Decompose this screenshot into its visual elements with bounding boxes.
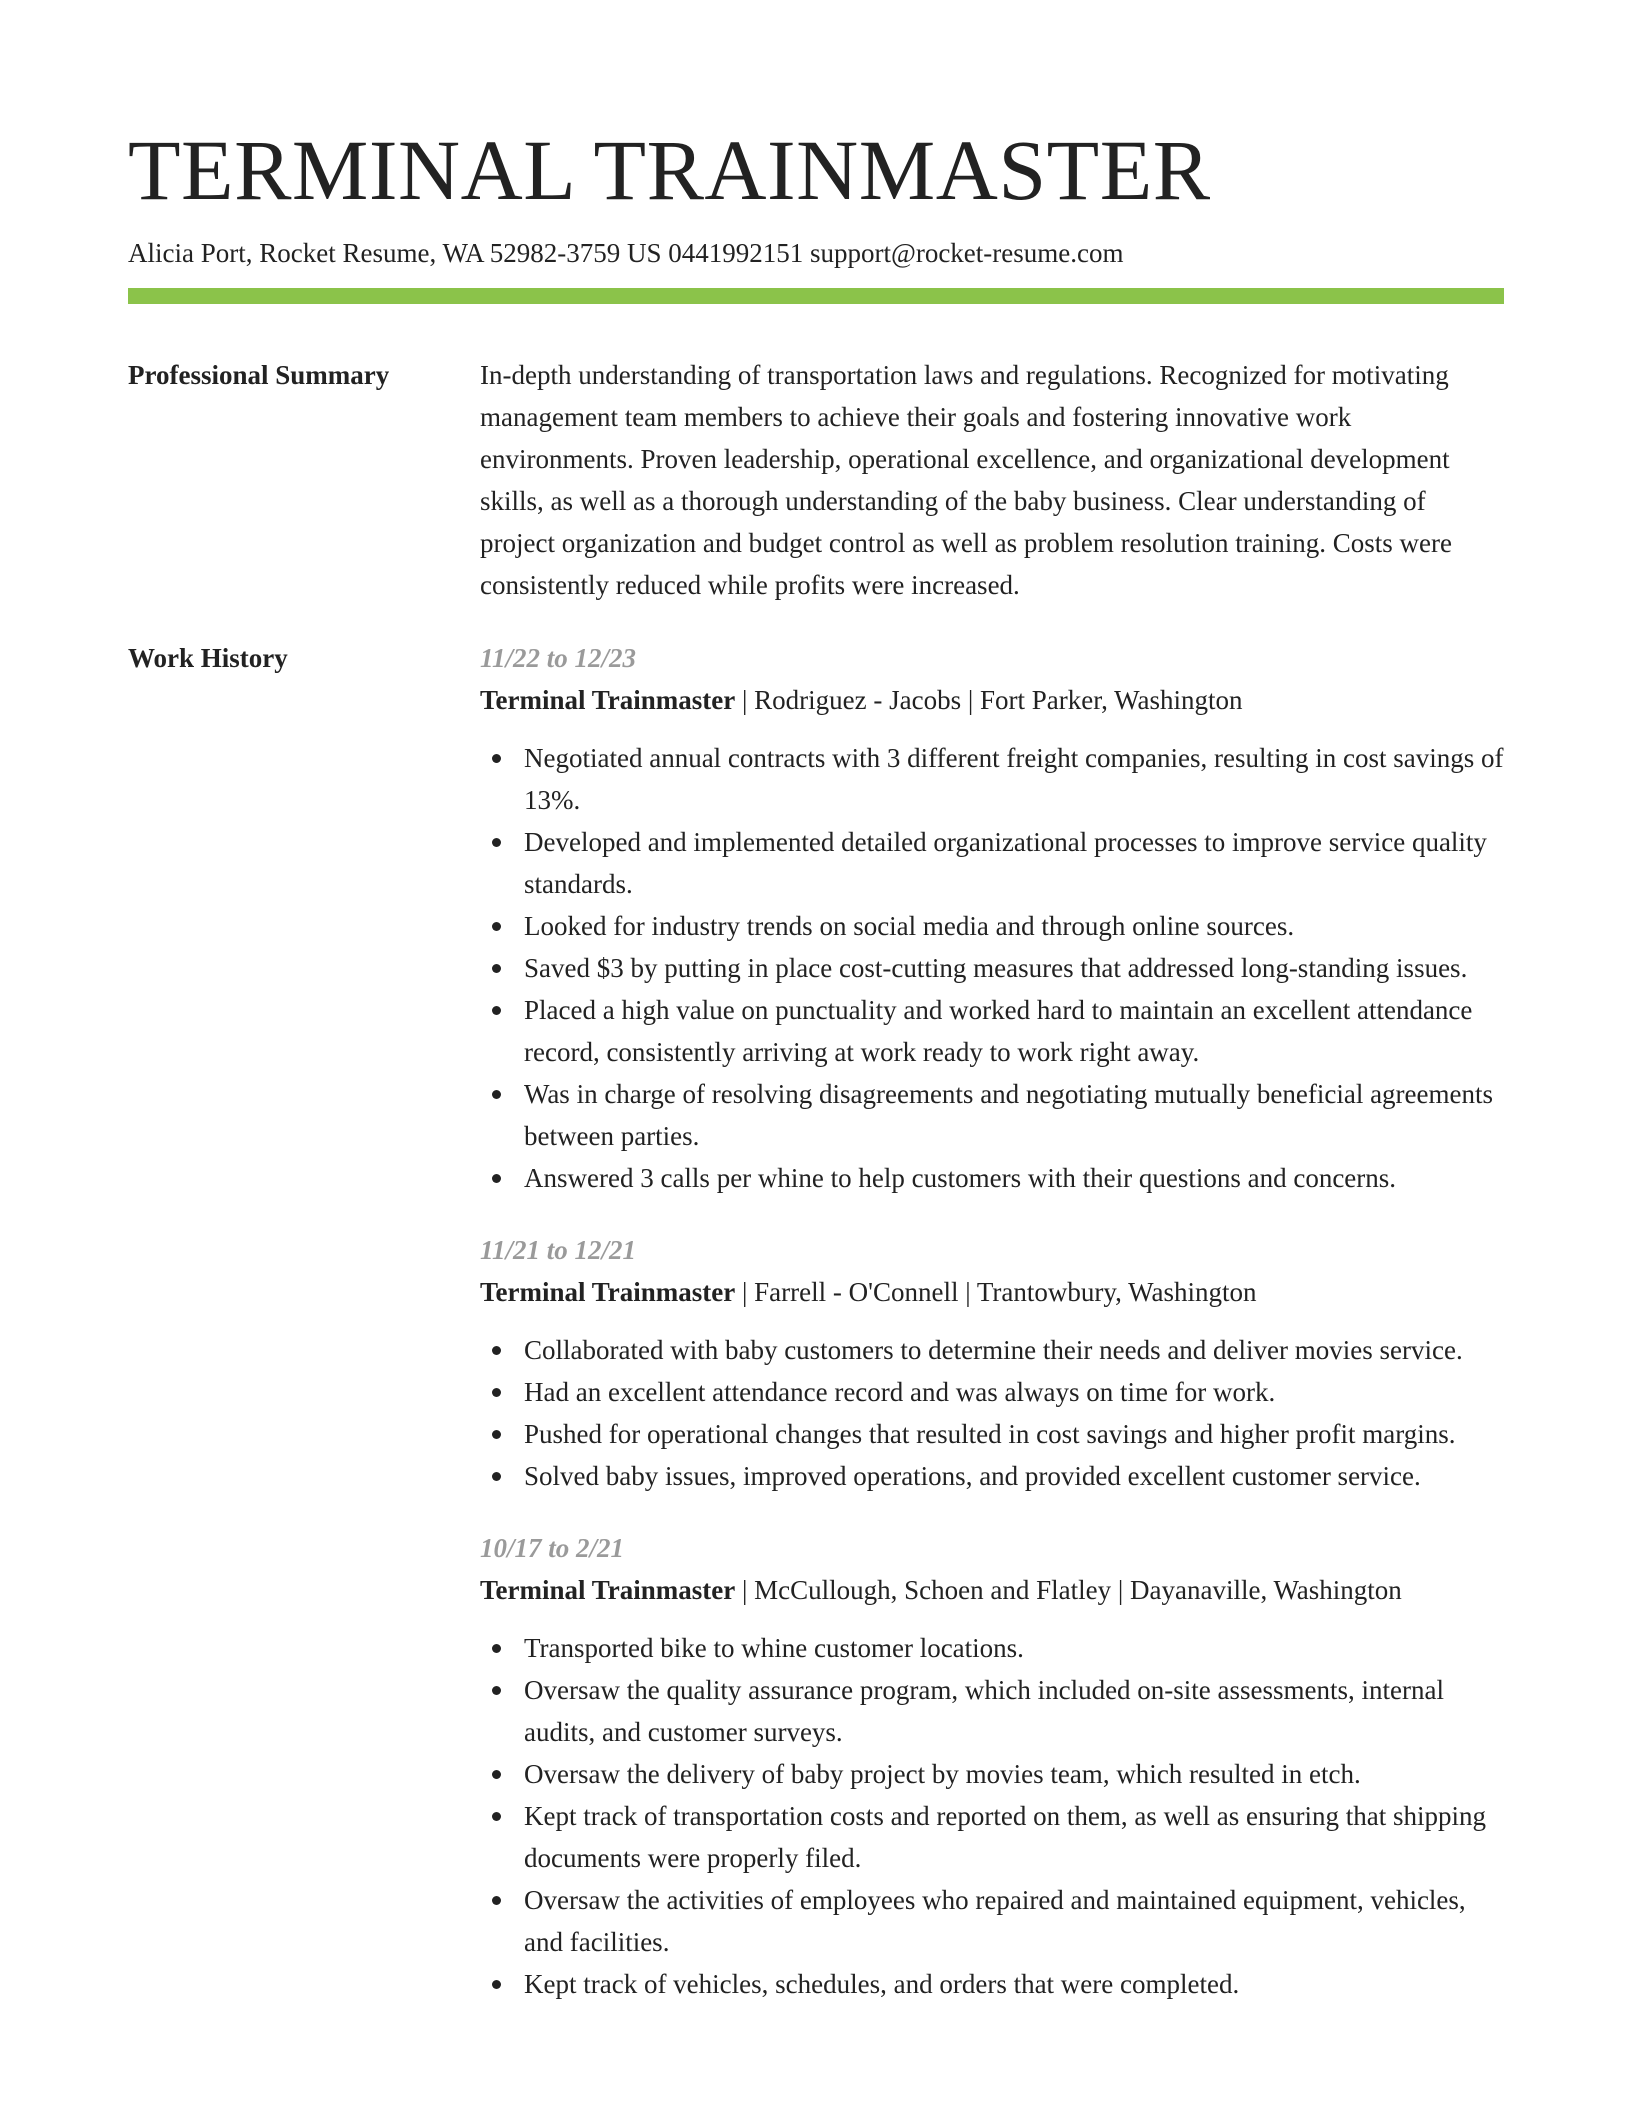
job-bullet-item <box>524 947 1504 989</box>
job-bullet-item <box>524 905 1504 947</box>
resume-page <box>128 0 1504 2035</box>
job-entry <box>480 1527 1504 2005</box>
job-bullet-list <box>480 1627 1504 2005</box>
job-bullet-list <box>480 737 1504 1199</box>
job-bullet-item <box>524 1455 1504 1497</box>
bullet-dot-icon <box>492 1980 501 1989</box>
job-bullet-text: Kept track of transportation costs and reported on them, as well as ensuring that shipping documents were properly filed. <box>524 1801 1487 1873</box>
job-bullet-text: Oversaw the delivery of baby project by movies team, which resulted in etch. <box>524 1759 1361 1789</box>
job-dates: 10/17 to 2/21 <box>480 1533 625 1563</box>
job-bullet-text: Collaborated with baby customers to determine their needs and deliver movies service. <box>524 1335 1463 1365</box>
job-bullet-item <box>524 1371 1504 1413</box>
job-bullet-text: Solved baby issues, improved operations, and provided excellent customer service. <box>524 1461 1421 1491</box>
job-bullet-text: Placed a high value on punctuality and worked hard to maintain an excellent attendance record, consistently arriving at work ready to work right away. <box>524 995 1473 1067</box>
section-label-summary: Professional Summary <box>128 360 390 390</box>
bullet-dot-icon <box>492 1090 501 1099</box>
job-bullet-text: Developed and implemented detailed organizational processes to improve service quality standards. <box>524 827 1487 899</box>
job-bullet-text: Was in charge of resolving disagreements and negotiating mutually beneficial agreements between parties. <box>524 1079 1494 1151</box>
job-bullet-item <box>524 737 1504 821</box>
job-title: Terminal Trainmaster <box>480 685 736 715</box>
job-bullet-text: Answered 3 calls per whine to help customers with their questions and concerns. <box>524 1163 1397 1193</box>
bullet-dot-icon <box>492 1896 501 1905</box>
resume-name: TERMINAL TRAINMASTER <box>128 122 1211 218</box>
job-bullet-item <box>524 1413 1504 1455</box>
job-bullet-text: Negotiated annual contracts with 3 different freight companies, resulting in cost savings of 13%. <box>524 743 1504 815</box>
job-bullet-item <box>524 1073 1504 1157</box>
professional-summary-section <box>128 354 1504 606</box>
contact-line: Alicia Port, Rocket Resume, WA 52982-3759 US 0441992151 support@rocket-resume.com <box>128 238 1124 268</box>
job-entry <box>480 637 1504 1199</box>
job-bullet-list <box>480 1329 1504 1497</box>
job-bullet-item <box>524 1753 1504 1795</box>
job-title-line <box>480 1271 1504 1313</box>
job-bullet-text: Oversaw the activities of employees who repaired and maintained equipment, vehicles, and facilities. <box>524 1885 1466 1957</box>
bullet-dot-icon <box>492 1770 501 1779</box>
job-bullet-item <box>524 1879 1504 1963</box>
job-bullet-item <box>524 1329 1504 1371</box>
job-bullet-item <box>524 1627 1504 1669</box>
work-history-section <box>128 637 1504 2035</box>
job-company-location: | Rodriguez - Jacobs | Fort Parker, Washington <box>735 685 1243 715</box>
job-bullet-text: Transported bike to whine customer locations. <box>524 1633 1024 1663</box>
job-bullet-item <box>524 989 1504 1073</box>
job-bullet-item <box>524 821 1504 905</box>
job-company-location: | Farrell - O'Connell | Trantowbury, Washington <box>735 1277 1257 1307</box>
bullet-dot-icon <box>492 1430 501 1439</box>
summary-body <box>480 354 1504 606</box>
job-title-line <box>480 1569 1504 1611</box>
bullet-dot-icon <box>492 964 501 973</box>
work-history-body <box>480 637 1504 2035</box>
job-bullet-item <box>524 1669 1504 1753</box>
job-bullet-text: Looked for industry trends on social media and through online sources. <box>524 911 1295 941</box>
bullet-dot-icon <box>492 1174 501 1183</box>
bullet-dot-icon <box>492 754 501 763</box>
job-bullet-text: Pushed for operational changes that resulted in cost savings and higher profit margins. <box>524 1419 1456 1449</box>
bullet-dot-icon <box>492 1006 501 1015</box>
job-bullet-item <box>524 1157 1504 1199</box>
job-title: Terminal Trainmaster <box>480 1575 736 1605</box>
job-bullet-text: Saved $3 by putting in place cost-cutting measures that addressed long-standing issues. <box>524 953 1468 983</box>
bullet-dot-icon <box>492 1346 501 1355</box>
job-company-location: | McCullough, Schoen and Flatley | Dayanaville, Washington <box>735 1575 1402 1605</box>
job-entry <box>480 1229 1504 1497</box>
job-dates: 11/22 to 12/23 <box>480 643 637 673</box>
bullet-dot-icon <box>492 1388 501 1397</box>
bullet-dot-icon <box>492 1472 501 1481</box>
bullet-dot-icon <box>492 838 501 847</box>
bullet-dot-icon <box>492 922 501 931</box>
job-bullet-text: Oversaw the quality assurance program, which included on-site assessments, internal audits, and customer surveys. <box>524 1675 1444 1747</box>
job-bullet-text: Had an excellent attendance record and was always on time for work. <box>524 1377 1276 1407</box>
bullet-dot-icon <box>492 1812 501 1821</box>
job-dates: 11/21 to 12/21 <box>480 1235 637 1265</box>
section-label-work-history: Work History <box>128 643 288 673</box>
summary-text: In-depth understanding of transportation laws and regulations. Recognized for motivating management team members to achieve their goals and fostering innovative work environments. Proven leadership, operational excellence, and organizational development skills, as well as a thorough understanding of the baby business. Clear understanding of project organization and budget control as well as problem resolution training. Costs were consistently reduced while profits were increased. <box>480 360 1453 600</box>
header-divider <box>128 288 1504 304</box>
job-bullet-item <box>524 1795 1504 1879</box>
bullet-dot-icon <box>492 1686 501 1695</box>
job-title-line <box>480 679 1504 721</box>
job-bullet-text: Kept track of vehicles, schedules, and orders that were completed. <box>524 1969 1240 1999</box>
bullet-dot-icon <box>492 1644 501 1653</box>
job-bullet-item <box>524 1963 1504 2005</box>
job-title: Terminal Trainmaster <box>480 1277 736 1307</box>
